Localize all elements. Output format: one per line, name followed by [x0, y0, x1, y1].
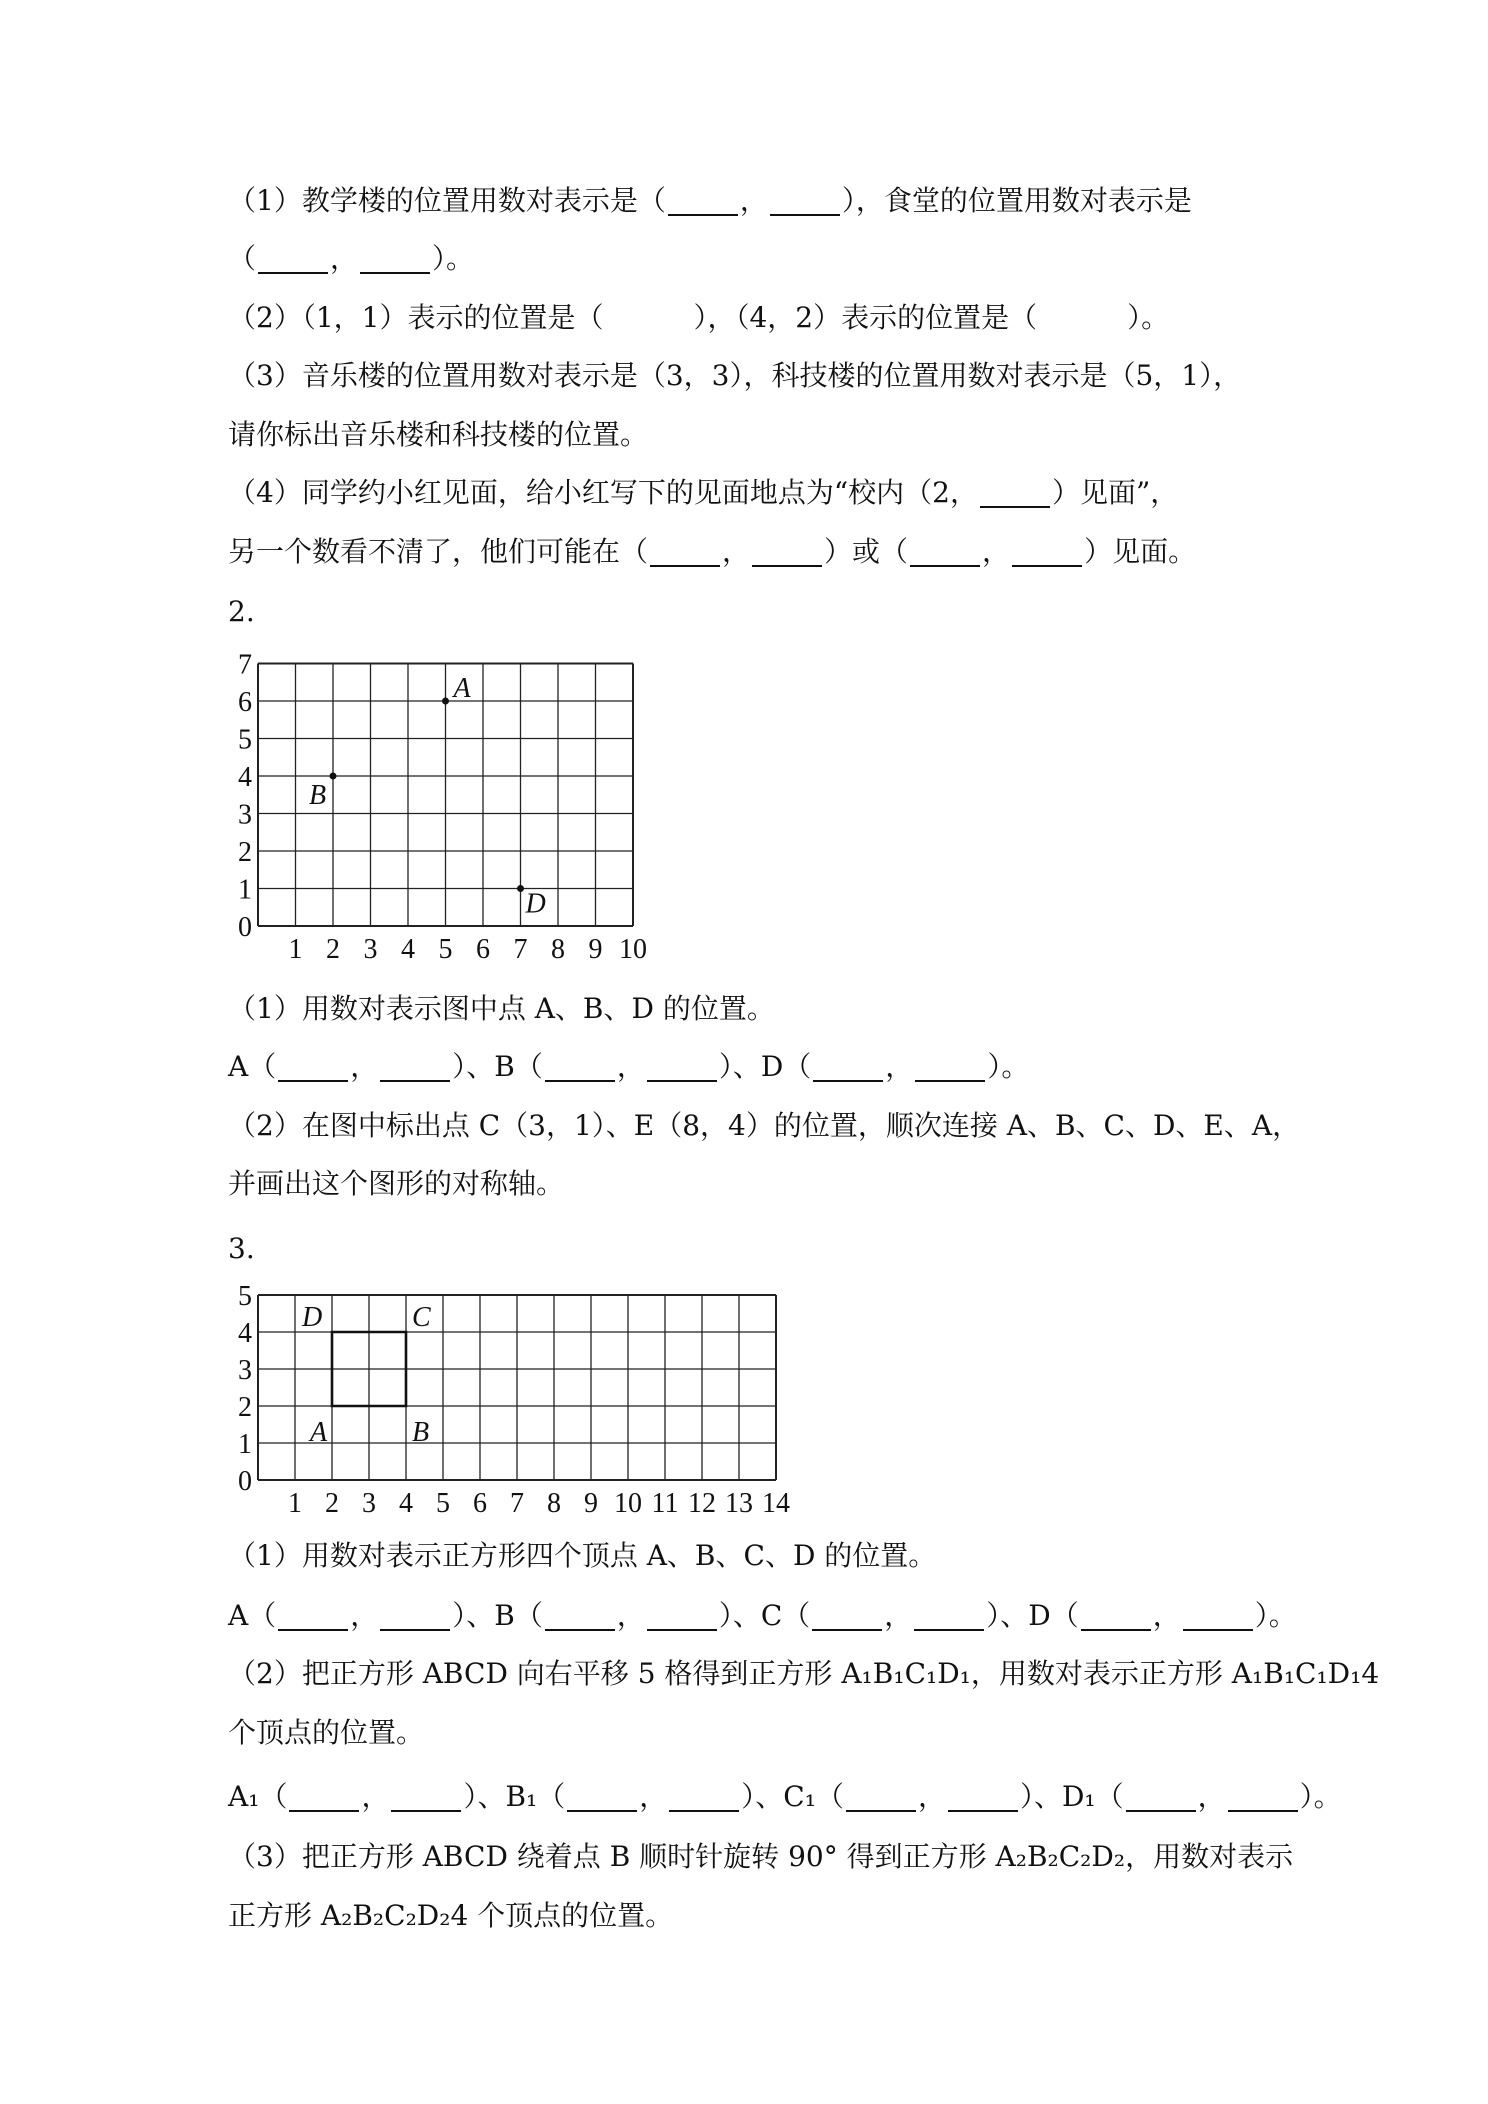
q3-sub2-answers: A₁（ ， ）、B₁（ ， ）、C₁（ ， ）、D₁（ ， ）。 — [228, 1780, 1342, 1813]
q2-sub2-line2: 并画出这个图形的对称轴。 — [228, 1167, 565, 1200]
point-label: A — [453, 673, 471, 704]
x-tick-label: 6 — [473, 1488, 487, 1519]
x-tick-label: 3 — [363, 934, 378, 965]
vertex-label: A — [310, 1417, 328, 1448]
answer-blank[interactable] — [910, 537, 980, 567]
answer-blank[interactable] — [360, 244, 430, 274]
x-tick-label: 13 — [725, 1488, 753, 1519]
q2-sub2-line1: （2）在图中标出点 C（3，1）、E（8，4）的位置，顺次连接 A、B、C、D、E、A， — [228, 1109, 1301, 1142]
data-point — [442, 698, 449, 705]
answer-blank[interactable] — [770, 186, 840, 216]
q2-sub1-answers: A（ ， ）、B（ ， ）、D（ ， ）。 — [228, 1050, 1030, 1083]
y-tick-label: 5 — [238, 1281, 252, 1312]
answer-blank[interactable] — [668, 186, 738, 216]
x-tick-label: 11 — [651, 1488, 679, 1519]
x-tick-label: 9 — [588, 934, 603, 965]
y-tick-label: 0 — [238, 912, 252, 943]
x-tick-label: 7 — [510, 1488, 524, 1519]
y-tick-label: 6 — [238, 687, 252, 718]
x-tick-label: 8 — [551, 934, 565, 965]
y-tick-label: 4 — [238, 762, 252, 793]
x-tick-label: 5 — [436, 1488, 450, 1519]
q2-number: 2. — [228, 595, 255, 628]
data-point — [517, 885, 524, 892]
q1-part3-line2: 请你标出音乐楼和科技楼的位置。 — [228, 418, 649, 451]
q3-number: 3. — [228, 1232, 255, 1265]
x-tick-label: 4 — [399, 1488, 413, 1519]
answer-blank[interactable] — [1012, 537, 1082, 567]
y-tick-label: 3 — [238, 799, 252, 831]
q1-part1-line1: （1）教学楼的位置用数对表示是（ ， ），食堂的位置用数对表示是 — [228, 184, 1192, 217]
q1-part4-line1: （4）同学约小红见面，给小红写下的见面地点为“校内（2， ）见面”， — [228, 476, 1179, 509]
q3-sub1: （1）用数对表示正方形四个顶点 A、B、C、D 的位置。 — [228, 1539, 937, 1572]
y-tick-label: 3 — [238, 1355, 252, 1386]
x-tick-label: 8 — [547, 1488, 561, 1519]
q1-part3-line1: （3）音乐楼的位置用数对表示是（3，3），科技楼的位置用数对表示是（5，1）， — [228, 359, 1242, 392]
x-tick-label: 12 — [688, 1488, 716, 1519]
x-tick-label: 5 — [438, 934, 453, 965]
x-tick-label: 7 — [513, 934, 528, 965]
q3-sub2-line2: 个顶点的位置。 — [228, 1716, 425, 1749]
q3-sub2-line1: （2）把正方形 ABCD 向右平移 5 格得到正方形 A₁B₁C₁D₁，用数对表示正方形 A₁B₁C₁D₁4 — [228, 1657, 1380, 1690]
data-point — [330, 773, 337, 780]
y-tick-label: 7 — [238, 649, 252, 681]
y-tick-label: 4 — [238, 1318, 252, 1349]
x-tick-label: 3 — [362, 1488, 376, 1519]
q1-part1-line2: （ ， ）。 — [228, 242, 475, 275]
x-tick-label: 1 — [288, 1488, 302, 1519]
q3-sub3-line1: （3）把正方形 ABCD 绕着点 B 顺时针旋转 90° 得到正方形 A₂B₂C₂D₂，用数对表示 — [228, 1840, 1294, 1873]
q3-sub3-line2: 正方形 A₂B₂C₂D₂4 个顶点的位置。 — [228, 1899, 674, 1932]
x-tick-label: 10 — [614, 1488, 642, 1519]
vertex-label: D — [302, 1302, 323, 1333]
y-tick-label: 2 — [238, 837, 252, 868]
answer-blank[interactable] — [258, 244, 328, 274]
q1-part4-line2: 另一个数看不清了，他们可能在（ ， ）或（ ， ）见面。 — [228, 535, 1197, 568]
x-tick-label: 2 — [326, 934, 340, 965]
coordinate-grid-q2 — [200, 640, 680, 970]
x-tick-label: 10 — [619, 934, 647, 965]
y-tick-label: 1 — [238, 874, 252, 906]
x-tick-label: 6 — [476, 934, 490, 965]
y-tick-label: 2 — [238, 1392, 252, 1423]
x-tick-label: 9 — [584, 1488, 598, 1519]
vertex-label: B — [412, 1417, 430, 1448]
y-tick-label: 1 — [238, 1429, 252, 1460]
vertex-label: C — [412, 1302, 431, 1333]
q1-part2: （2）（1，1）表示的位置是（ ），（4，2）表示的位置是（ ）。 — [228, 301, 1170, 334]
answer-blank[interactable] — [752, 537, 822, 567]
x-tick-label: 4 — [401, 934, 415, 965]
x-tick-label: 1 — [288, 934, 303, 965]
answer-blank[interactable] — [650, 537, 720, 567]
q2-sub1: （1）用数对表示图中点 A、B、D 的位置。 — [228, 992, 775, 1025]
point-label: D — [525, 888, 546, 920]
x-tick-label: 2 — [325, 1488, 339, 1519]
point-label: B — [309, 780, 327, 811]
coordinate-grid-q3 — [200, 1272, 820, 1519]
x-tick-label: 14 — [762, 1488, 790, 1519]
y-tick-label: 0 — [238, 1466, 252, 1497]
q3-sub1-answers: A（ ， ）、B（ ， ）、C（ ， ）、D（ ， ）。 — [228, 1599, 1297, 1632]
y-tick-label: 5 — [238, 724, 252, 756]
answer-blank[interactable] — [980, 478, 1050, 508]
